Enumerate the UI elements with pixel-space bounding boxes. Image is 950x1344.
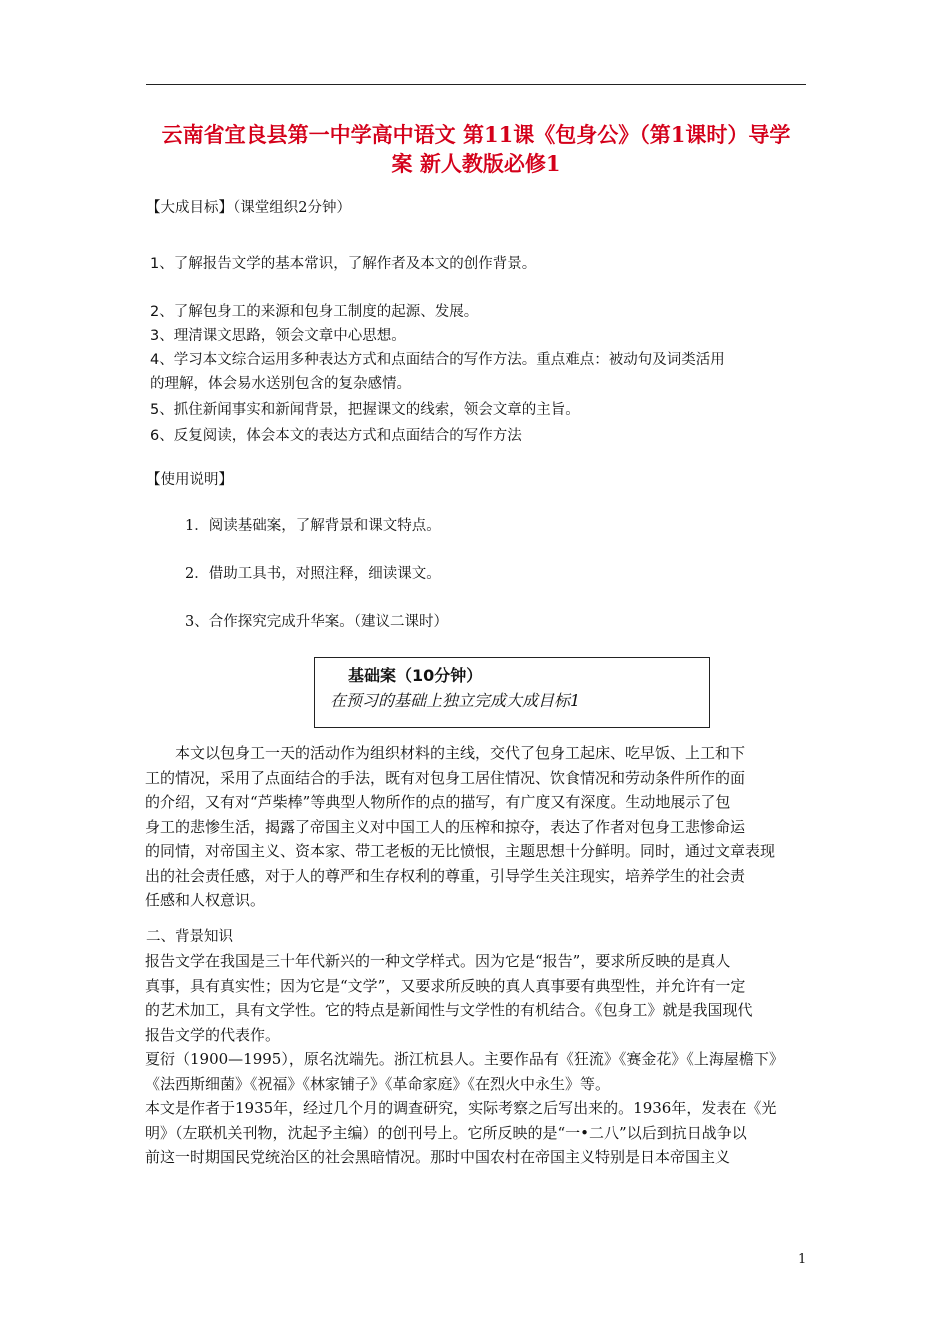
goal-item-4: 4、学习本文综合运用多种表达方式和点面结合的写作方法。重点难点：被动句及词类活用 [150, 352, 725, 368]
summary-paragraph [145, 741, 809, 913]
goal-item-1: 1、了解报告文学的基本常识，了解作者及本文的创作背景。 [150, 256, 537, 272]
background-line: 报告文学的代表作。 [145, 1025, 281, 1044]
goal-item-2: 2、了解包身工的来源和包身工制度的起源、发展。 [150, 304, 479, 320]
summary-line: 任感和人权意识。 [145, 891, 266, 909]
usage-item-1: 1．阅读基础案，了解背景和课文特点。 [185, 518, 441, 534]
summary-line: 出的社会责任感，对于人的尊严和生存权利的尊重，引导学生关注现实，培养学生的社会责 [145, 866, 746, 885]
background-line: 的艺术加工，具有文学性。它的特点是新闻性与文学性的有机结合。《包身工》就是我国现代 [145, 1001, 753, 1019]
background-line: 前这一时期国民党统治区的社会黑暗情况。那时中国农村在帝国主义特别是日本帝国主义 [145, 1148, 731, 1166]
header-rule [146, 84, 806, 85]
goal-item-4-cont: 的理解，体会易水送别包含的复杂感情。 [150, 376, 411, 392]
goal-item-6: 6、反复阅读，体会本文的表达方式和点面结合的写作方法 [150, 428, 522, 444]
background-line: 本文是作者于1935年，经过几个月的调查研究，实际考察之后写出来的。1936年，发表在《光 [145, 1099, 777, 1117]
title-line-2: 案 新人教版必修1 [391, 151, 561, 176]
document-title [138, 120, 814, 178]
goal-item-3: 3、理清课文思路，领会文章中心思想。 [150, 328, 406, 344]
usage-item-2: 2．借助工具书，对照注释，细读课文。 [185, 566, 441, 582]
background-line: 《法西斯细菌》《祝福》《林家铺子》《革命家庭》《在烈火中永生》等。 [145, 1074, 611, 1093]
background-line: 报告文学在我国是三十年代新兴的一种文学样式。因为它是“报告”，要求所反映的是真人 [145, 952, 731, 970]
goals-heading: 【大成目标】（课堂组织2分钟） [146, 200, 351, 216]
usage-item-3: 3、合作探究完成升华案。（建议二课时） [185, 614, 448, 630]
title-line-1: 云南省宜良县第一中学高中语文 第11课《包身公》（第1课时）导学 [161, 122, 791, 147]
foundation-box-title: 基础案（10分钟） [348, 666, 483, 685]
background-line: 夏衍（1900—1995），原名沈端先。浙江杭县人。主要作品有《狂流》《赛金花》《上海屋檐下》 [145, 1050, 784, 1068]
background-paragraph [145, 949, 809, 1170]
background-line: 真事，具有真实性；因为它是“文学”，又要求所反映的真人真事要有典型性，并允许有一定 [145, 976, 746, 995]
usage-heading: 【使用说明】 [146, 472, 233, 488]
goal-item-5: 5、抓住新闻事实和新闻背景，把握课文的线索，领会文章的主旨。 [150, 402, 580, 418]
foundation-box [314, 657, 710, 728]
background-heading: 二、背景知识 [146, 929, 233, 945]
summary-line: 身工的悲惨生活，揭露了帝国主义对中国工人的压榨和掠夺，表达了作者对包身工悲惨命运 [145, 817, 746, 836]
summary-line: 的同情，对帝国主义、资本家、带工老板的无比愤恨，主题思想十分鲜明。同时，通过文章表现 [145, 842, 776, 860]
page-number: 1 [798, 1252, 807, 1267]
background-line: 明》（左联机关刊物，沈起予主编）的创刊号上。它所反映的是“一•二八”以后到抗日战争以 [145, 1123, 747, 1142]
summary-line: 工的情况，采用了点面结合的手法，既有对包身工居住情况、饮食情况和劳动条件所作的面 [145, 768, 746, 787]
summary-line: 本文以包身工一天的活动作为组织材料的主线，交代了包身工起床、吃早饭、上工和下 [145, 744, 746, 762]
summary-line: 的介绍，又有对“芦柴棒”等典型人物所作的点的描写，有广度又有深度。生动地展示了包 [145, 793, 731, 811]
foundation-box-subtitle: 在预习的基础上独立完成大成目标1 [330, 691, 581, 710]
